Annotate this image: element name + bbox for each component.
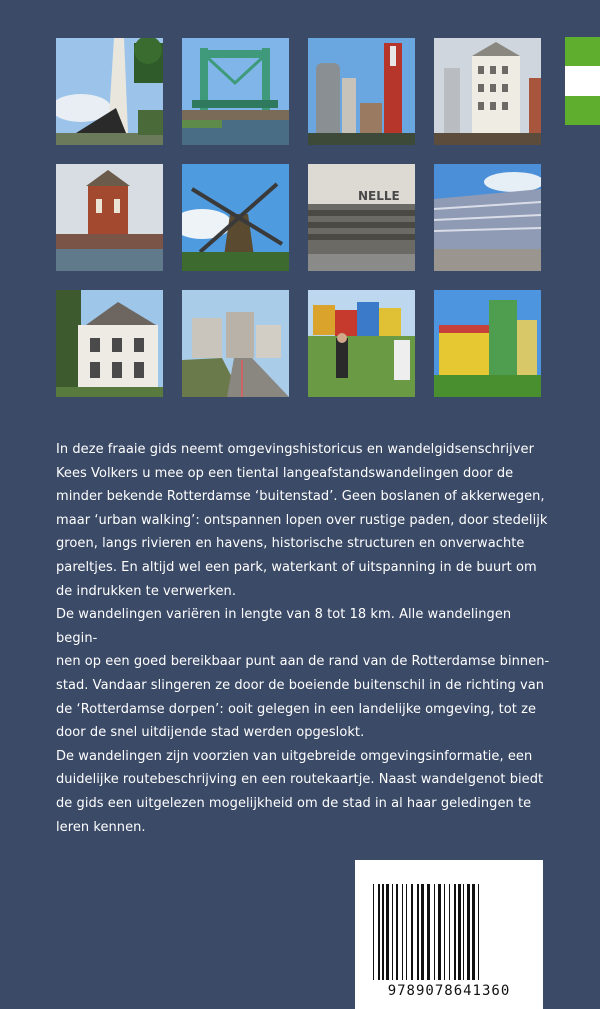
photo-factory xyxy=(308,164,415,271)
barcode-bar xyxy=(417,884,419,980)
cover-photo-grid xyxy=(56,38,542,396)
barcode-bar xyxy=(444,884,445,980)
photo-villa xyxy=(56,290,163,397)
barcode-bar xyxy=(427,884,430,980)
flag-ribbon xyxy=(565,37,600,125)
barcode-bar xyxy=(402,884,403,980)
photo-lift-bridge xyxy=(182,38,289,145)
photo-monument xyxy=(56,38,163,145)
photo-railway xyxy=(182,290,289,397)
photo-towers xyxy=(308,38,415,145)
barcode xyxy=(373,884,525,980)
barcode-bar xyxy=(472,884,475,980)
photo-white-house xyxy=(434,38,541,145)
blurb-paragraph-3: De wandelingen zijn voorzien van uitgebreide omgevingsinformatie, een duidelijke routebeschrijving en een routekaartje. Naast wandelgenot biedt de gids een uitgelezen mogelijkheid om de stad in al haar geledingen te leren kennen. xyxy=(56,748,544,835)
barcode-bar xyxy=(478,884,479,980)
barcode-bar xyxy=(406,884,407,980)
barcode-bar xyxy=(373,884,374,980)
photo-colourful-building xyxy=(434,290,541,397)
photo-water-tower xyxy=(56,164,163,271)
photo-container-houses xyxy=(308,290,415,397)
barcode-bar xyxy=(386,884,389,980)
barcode-bar xyxy=(392,884,393,980)
barcode-bar xyxy=(467,884,470,980)
barcode-bar xyxy=(458,884,461,980)
back-cover-blurb xyxy=(56,438,556,839)
blurb-paragraph-2: De wandelingen variëren in lengte van 8 tot 18 km. Alle wandelingen begin- nen op een goed bereikbaar punt aan de rand van de Rotterdamse binnen- stad. Vandaar slingeren ze door de boeiende buitenschil in de richting van de ‘Rotterdamse dorpen’: ooit gelegen in een landelijke omgeving, tot ze door de snel uitdijende stad werden opgeslokt. xyxy=(56,607,550,741)
barcode-bar xyxy=(449,884,450,980)
barcode-bar xyxy=(411,884,413,980)
barcode-bar xyxy=(382,884,384,980)
barcode-bar xyxy=(396,884,398,980)
barcode-bar xyxy=(463,884,464,980)
barcode-bar xyxy=(438,884,441,980)
isbn-number: 9789078641360 xyxy=(387,983,511,999)
barcode-bar xyxy=(421,884,424,980)
svg-text:NELLE: NELLE xyxy=(358,189,400,203)
blurb-paragraph-1: In deze fraaie gids neemt omgevingshistoricus en wandelgidsenschrijver Kees Volkers u mee op een tiental langeafstandswandelingen door de minder bekende Rotterdamse ‘buitenstad’. Geen boslanen of akkerwegen, maar ‘urban walking’: ontspannen lopen over rustige paden, door stedelijk groen, langs rivieren en havens, historische structuren en onverwachte pareltjes. En altijd wel een park, waterkant of uitspanning in de buurt om de indrukken te verwerken. xyxy=(56,442,548,599)
barcode-bar xyxy=(434,884,435,980)
barcode-panel xyxy=(355,860,543,1009)
barcode-bar xyxy=(454,884,456,980)
photo-windmill xyxy=(182,164,289,271)
photo-department-store xyxy=(434,164,541,271)
barcode-bar xyxy=(378,884,380,980)
